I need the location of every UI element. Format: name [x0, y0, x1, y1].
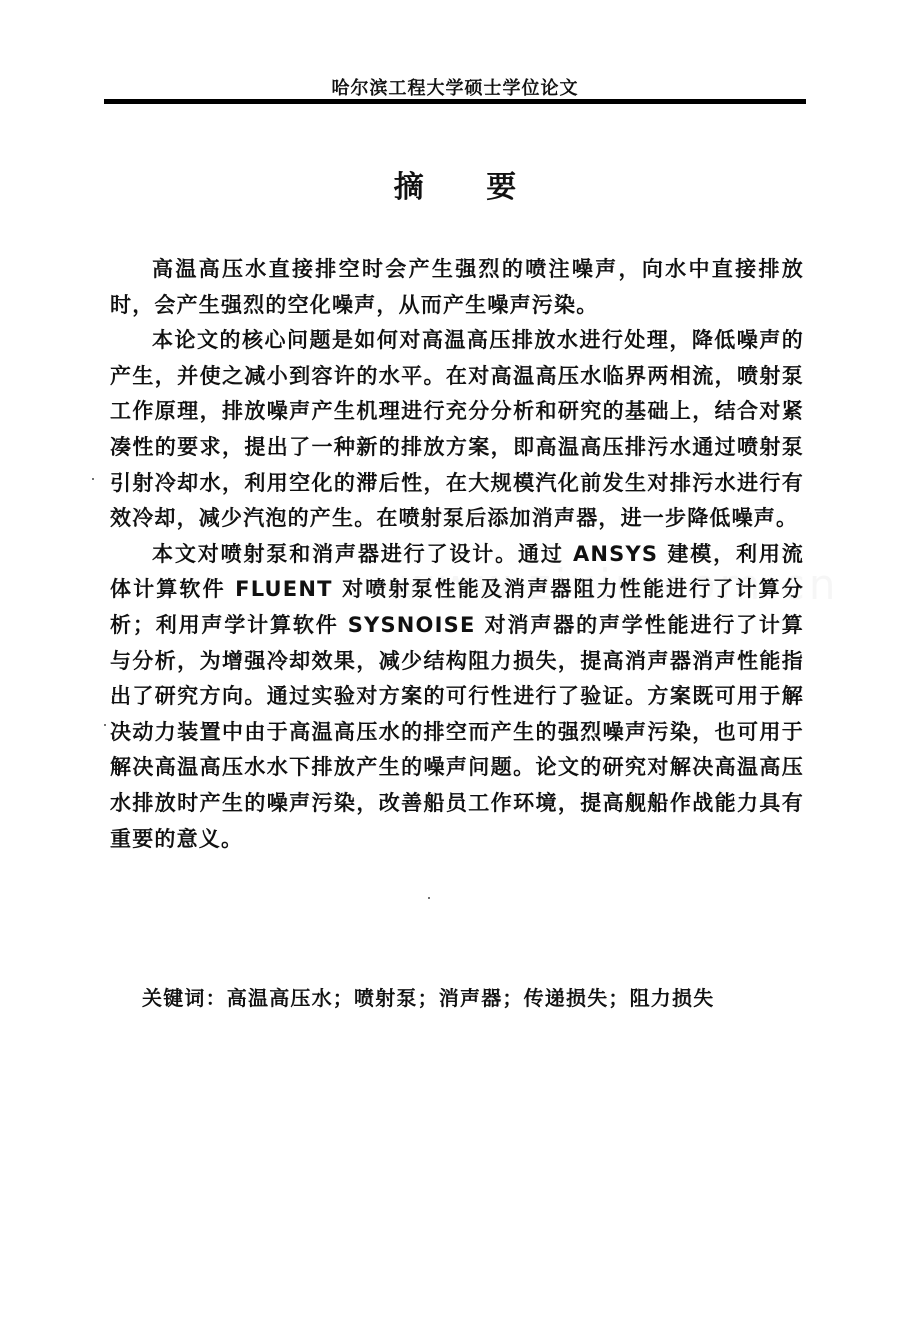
- abstract-body: [110, 252, 804, 857]
- abstract-paragraph-1: 高温高压水直接排空时会产生强烈的喷注噪声，向水中直接排放时，会产生强烈的空化噪声，从而产生噪声污染。: [110, 257, 804, 317]
- scan-speck: [428, 897, 430, 899]
- keywords-line: 关键词：高温高压水；喷射泵；消声器；传递损失；阻力损失: [142, 986, 715, 1010]
- scan-speck: [104, 724, 106, 726]
- header-rule: [104, 99, 806, 104]
- abstract-paragraph-3: 本文对喷射泵和消声器进行了设计。通过 ANSYS 建模，利用流体计算软件 FLUENT 对喷射泵性能及消声器阻力性能进行了计算分析；利用声学计算软件 SYSNOISE 对消声器的声学性能进行了计算与分析，为增强冷却效果，减少结构阻力损失，提高消声器消声性能指出了研究方向。通过实验对方案的可行性进行了验证。方案既可用于解决动力装置中由于高温高压水的排空而产生的强烈噪声污染，也可用于解决高温高压水水下排放产生的噪声问题。论文的研究对解决高温高压水排放时产生的噪声污染，改善船员工作环境，提高舰船作战能力具有重要的意义。: [110, 541, 804, 851]
- abstract-title: 摘 要: [393, 170, 543, 205]
- abstract-paragraph-2: 本论文的核心问题是如何对高温高压排放水进行处理，降低噪声的产生，并使之减小到容许的水平。在对高温高压水临界两相流，喷射泵工作原理，排放噪声产生机理进行充分分析和研究的基础上，结合对紧凑性的要求，提出了一种新的排放方案，即高温高压排污水通过喷射泵引射冷却水，利用空化的滞后性，在大规模汽化前发生对排污水进行有效冷却，减少汽泡的产生。在喷射泵后添加消声器，进一步降低噪声。: [110, 328, 804, 531]
- scan-speck: [92, 478, 94, 480]
- running-header: 哈尔滨工程大学硕士学位论文: [331, 78, 579, 99]
